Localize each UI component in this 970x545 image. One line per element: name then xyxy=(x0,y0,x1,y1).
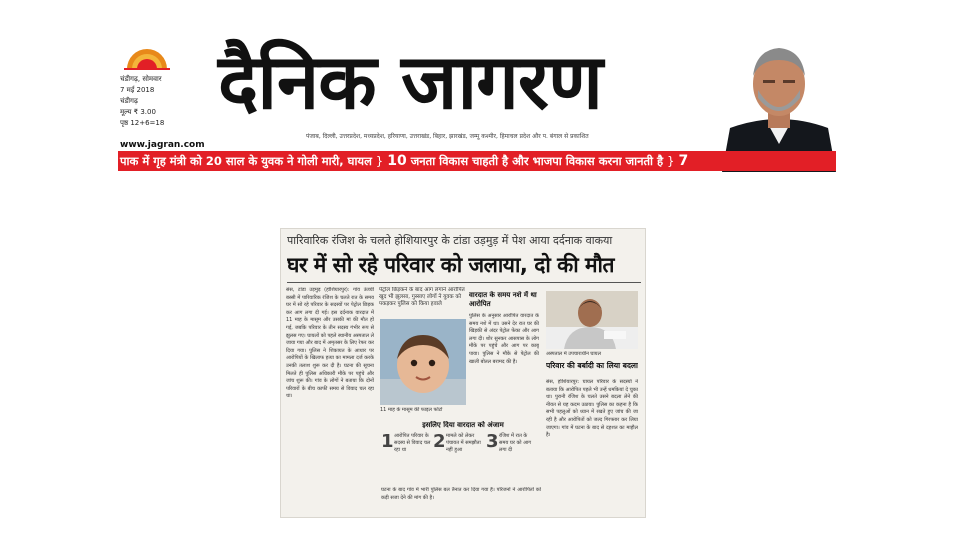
step-text: आरोपित परिवार के सदस्य से विवाद चल रहा था xyxy=(394,433,431,453)
edition-info xyxy=(120,74,200,129)
step-number: 3 xyxy=(486,432,499,452)
article-kicker: पारिवारिक रंजिश के चलते होशियारपुर के टांडा उड़मुड़ में पेश आया दर्दनाक वाकया xyxy=(287,234,613,247)
website-link[interactable]: www.jagran.com xyxy=(120,140,205,150)
published-cities: पंजाब, दिल्ली, उत्तरप्रदेश, मध्यप्रदेश, हरियाणा, उत्तराखंड, बिहार, झारखंड, जम्मू कश्मीर, हिमाचल प्रदेश और प. बंगाल से प्रकाशित xyxy=(306,133,589,140)
subheading-intoxicated: वारदात के समय नशे में था आरोपित xyxy=(469,291,537,308)
reasons-box-title: इसलिए दिया वारदात को अंजाम xyxy=(422,421,504,429)
headline-ticker xyxy=(118,151,836,171)
injured-man-photo xyxy=(546,291,638,349)
subheading-revenge: परिवार की बर्बादी का लिया बदला xyxy=(546,361,638,370)
masthead xyxy=(118,24,836,172)
headline-divider xyxy=(287,282,641,283)
politician-portrait xyxy=(722,24,836,172)
ticker-headline-2[interactable]: जनता विकास चाहती है और भाजपा विकास करना जानती है xyxy=(410,154,664,168)
reason-step xyxy=(381,432,431,484)
child-photo xyxy=(380,319,466,405)
edition-city: चंडीगढ़, सोमवार xyxy=(120,75,162,83)
edition-date: 7 मई 2018 xyxy=(120,86,155,94)
article-bottom-text: घटना के बाद गांव में भारी पुलिस बल तैनात कर दिया गया है। परिजनों ने आरोपितों को कड़ी सजा देने की मांग की है। xyxy=(381,487,541,501)
article-headline: घर में सो रहे परिवार को जलाया, दो की मौत xyxy=(287,253,614,277)
newspaper-title: दैनिक जागरण xyxy=(218,37,602,126)
article-column-1: संस, टांडा उड़मुड़ (होशियारपुर): गांव ऊंच्ची बस्सी में पारिवारिक रंजिश के चलते रात के समय घर में सो रहे परिवार के सदस्यों पर पेट्रोल छिड़क कर आग लगा दी गई। इस दर्दनाक वारदात में 11 माह के मासूम और उसकी मां की मौत हो गई, जबकि परिवार के तीन सदस्य गंभीर रूप से झुलस गए। घायलों को पहले स्थानीय अस्पताल ले जाया गया और बाद में अमृतसर के लिए रेफर कर दिया गया। पुलिस ने शिकायत के आधार पर आरोपियों के खिलाफ हत्या का मामला दर्ज करके उनकी तलाश शुरू कर दी है। घटना की सूचना मिलते ही पुलिस अधिकारी मौके पर पहुंचे और जांच शुरू की। गांव के लोगों ने बताया कि दोनों परिवारों के बीच काफी समय से विवाद चल रहा था। xyxy=(286,287,374,400)
ticker-page-2: 7 xyxy=(678,153,689,169)
child-photo-caption: 11 माह के मासूम की फाइल फोटो xyxy=(380,407,443,413)
news-clipping xyxy=(280,228,646,518)
ticker-headline-1[interactable]: पाक में गृह मंत्री को 20 साल के युवक ने गोली मारी, घायल xyxy=(120,154,372,168)
step-text: रंजिश में रात के समय घर को आग लगा दी xyxy=(499,433,532,453)
ticker-separator: } xyxy=(375,154,384,168)
edition-region: चंडीगढ़ xyxy=(120,97,138,105)
ticker-page-1: 10 xyxy=(387,153,407,169)
step-text: मामले को लेकर पंचायत में समझौता नहीं हुआ xyxy=(446,433,481,453)
edition-pages: पृष्ठ 12+6=18 xyxy=(120,119,165,127)
photo-intro-caption: पेट्रोल छिड़कने के बाद आग लगाने आरोपित खुद भी झुलसा, गुस्साए लोगों ने युवक को पकड़कर पुलिस को किया हवाले xyxy=(379,287,465,308)
ticker-separator: } xyxy=(667,154,675,168)
sun-logo-icon xyxy=(124,42,170,70)
step-number: 2 xyxy=(433,432,446,452)
injured-photo-caption: अस्पताल में उपचाराधीन घायल xyxy=(546,351,601,357)
article-column-3: पुलिस के अनुसार आरोपित वारदात के समय नशे में था। उसने देर रात घर की खिड़की से अंदर पेट्रोल फेंका और आग लगा दी। शोर सुनकर आसपास के लोग मौके पर पहुंचे और आग पर काबू पाया। पुलिस ने मौके से पेट्रोल की खाली बोतल बरामद की है। xyxy=(469,313,539,365)
edition-price: मूल्य ₹ 3.00 xyxy=(120,108,156,116)
step-number: 1 xyxy=(381,432,394,452)
reason-step xyxy=(433,432,483,484)
article-column-4: संस, होशियारपुर: घायल परिवार के सदस्यों ने बताया कि आरोपित पहले भी उन्हें धमकियां दे चुका था। पुरानी रंजिश के चलते उसने बदला लेने की नीयत से यह कदम उठाया। पुलिस का कहना है कि सभी पहलुओं को ध्यान में रखते हुए जांच की जा रही है और आरोपितों को जल्द गिरफ्तार कर लिया जाएगा। गांव में घटना के बाद से दहशत का माहौल है। xyxy=(546,379,638,439)
reason-step xyxy=(486,432,536,484)
